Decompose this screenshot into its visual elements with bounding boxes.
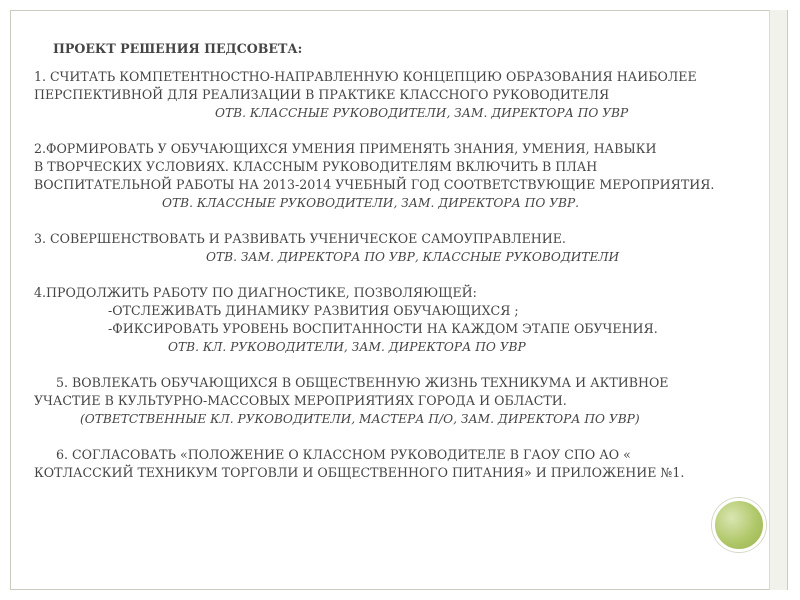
item-2-responsible: ОТВ. КЛАССНЫЕ РУКОВОДИТЕЛИ, ЗАМ. ДИРЕКТОРА ПО УВР. [162,196,580,210]
item-6-line-1: 6. СОГЛАСОВАТЬ «ПОЛОЖЕНИЕ О КЛАССНОМ РУКОВОДИТЕЛЕ В ГАОУ СПО АО « [56,447,631,462]
item-4-responsible: ОТВ. КЛ. РУКОВОДИТЕЛИ, ЗАМ. ДИРЕКТОРА ПО УВР [168,340,526,354]
item-1-line-1: 1. СЧИТАТЬ КОМПЕТЕНТНОСТНО-НАПРАВЛЕННУЮ КОНЦЕПЦИЮ ОБРАЗОВАНИЯ НАИБОЛЕЕ [34,69,697,84]
item-1-line-2: ПЕРСПЕКТИВНОЙ ДЛЯ РЕАЛИЗАЦИИ В ПРАКТИКЕ КЛАССНОГО РУКОВОДИТЕЛЯ [34,87,610,102]
decorative-circle-icon [712,498,766,552]
item-4-subline-2: -ФИКСИРОВАТЬ УРОВЕНЬ ВОСПИТАННОСТИ НА КАЖДОМ ЭТАПЕ ОБУЧЕНИЯ. [108,321,658,336]
item-6-line-2: КОТЛАССКИЙ ТЕХНИКУМ ТОРГОВЛИ И ОБЩЕСТВЕННОГО ПИТАНИЯ» И ПРИЛОЖЕНИЕ №1. [34,465,685,480]
item-5-line-2: УЧАСТИЕ В КУЛЬТУРНО-МАССОВЫХ МЕРОПРИЯТИЯХ ГОРОДА И ОБЛАСТИ. [34,393,567,408]
slide-content [34,40,764,482]
item-2-line-3: ВОСПИТАТЕЛЬНОЙ РАБОТЫ НА 2013-2014 УЧЕБНЫЙ ГОД СООТВЕТСТВУЮЩИЕ МЕРОПРИЯТИЯ. [34,177,715,192]
item-4-subline-1: -ОТСЛЕЖИВАТЬ ДИНАМИКУ РАЗВИТИЯ ОБУЧАЮЩИХСЯ ; [108,303,519,318]
item-5-line-1: 5. ВОВЛЕКАТЬ ОБУЧАЮЩИХСЯ В ОБЩЕСТВЕННУЮ ЖИЗНЬ ТЕХНИКУМА И АКТИВНОЕ [56,375,669,390]
item-4-line-1: 4.ПРОДОЛЖИТЬ РАБОТУ ПО ДИАГНОСТИКЕ, ПОЗВОЛЯЮЩЕЙ: [34,285,477,300]
page-title: ПРОЕКТ РЕШЕНИЯ ПЕДСОВЕТА: [53,41,303,56]
border-left [10,10,11,590]
item-5-responsible: (ОТВЕТСТВЕННЫЕ КЛ. РУКОВОДИТЕЛИ, МАСТЕРА П/О, ЗАМ. ДИРЕКТОРА ПО УВР) [80,412,640,426]
item-1-responsible: ОТВ. КЛАССНЫЕ РУКОВОДИТЕЛИ, ЗАМ. ДИРЕКТОРА ПО УВР [215,106,629,120]
item-2-line-2: В ТВОРЧЕСКИХ УСЛОВИЯХ. КЛАССНЫМ РУКОВОДИТЕЛЯМ ВКЛЮЧИТЬ В ПЛАН [34,159,598,174]
item-2-line-1: 2.ФОРМИРОВАТЬ У ОБУЧАЮЩИХСЯ УМЕНИЯ ПРИМЕНЯТЬ ЗНАНИЯ, УМЕНИЯ, НАВЫКИ [34,141,657,156]
item-3-responsible: ОТВ. ЗАМ. ДИРЕКТОРА ПО УВР, КЛАССНЫЕ РУКОВОДИТЕЛИ [206,250,620,264]
border-right [787,10,788,590]
item-3-line-1: 3. СОВЕРШЕНСТВОВАТЬ И РАЗВИВАТЬ УЧЕНИЧЕСКОЕ САМОУПРАВЛЕНИЕ. [34,231,566,246]
border-top [10,10,788,11]
side-band [769,10,788,590]
border-bottom [10,589,788,590]
